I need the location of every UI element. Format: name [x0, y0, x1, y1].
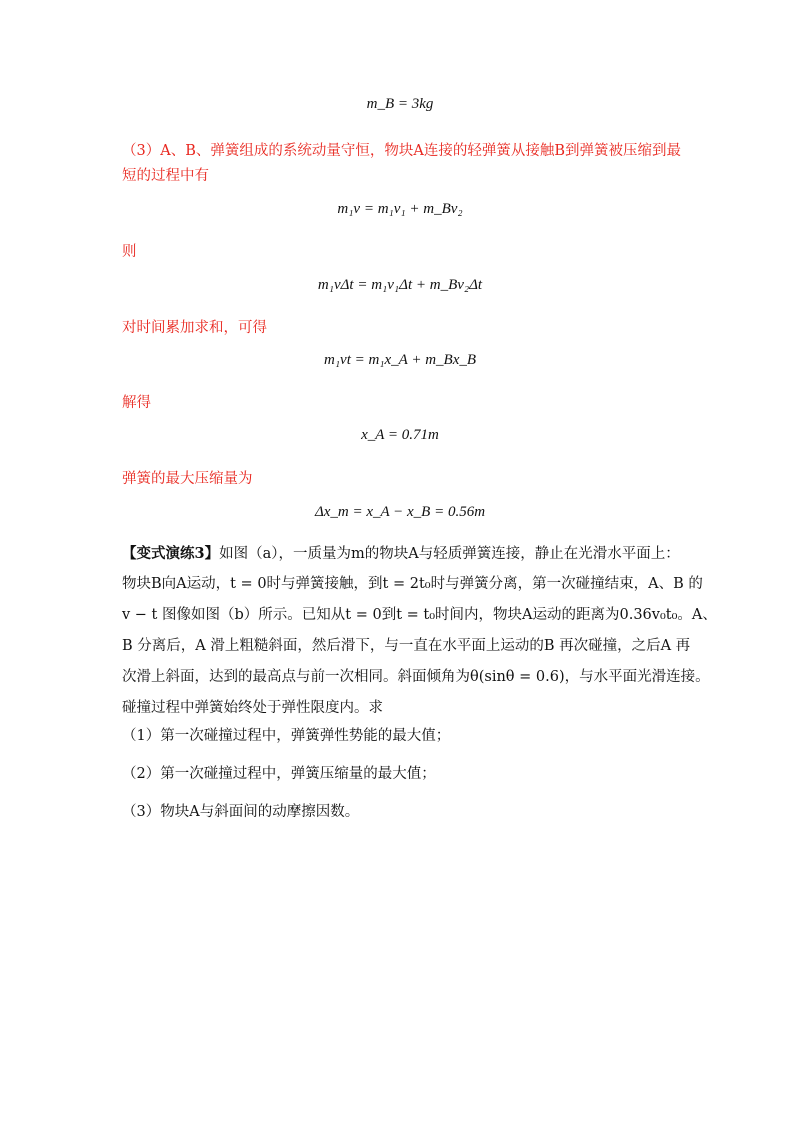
- equation-delta-x: Δx_m = x_A − x_B = 0.56m: [314, 504, 486, 520]
- question-1: （1）第一次碰撞过程中，弹簧弹性势能的最大值；: [122, 728, 451, 744]
- word-then: 则: [122, 244, 137, 260]
- part3-line-1: （3）A、B、弹簧组成的系统动量守恒，物块A连接的轻弹簧从接触B到弹簧被压缩到最: [122, 143, 681, 159]
- exercise-line-4: B 分离后，A 滑上粗糙斜面，然后滑下，与一直在水平面上运动的B 再次碰撞，之后A 再: [122, 638, 691, 654]
- exercise-line-3: v − t 图像如图（b）所示。已知从t = 0到t = t₀时间内，物块A运动的距离为0.36v₀t₀。A、: [122, 607, 717, 623]
- equation-momentum: m₁v = m₁v₁ + m_Bv₂: [337, 201, 463, 217]
- exercise-line-5: 次滑上斜面，达到的最高点与前一次相同。斜面倾角为θ(sinθ = 0.6)，与水平面光滑连接。: [122, 669, 710, 685]
- text-sum-over-time: 对时间累加求和，可得: [122, 320, 267, 336]
- question-3: （3）物块A与斜面间的动摩擦因数。: [122, 804, 360, 820]
- exercise-title: 【变式演练3】: [122, 545, 220, 562]
- part3-line-2: 短的过程中有: [122, 168, 209, 184]
- exercise-line-1: [122, 538, 682, 569]
- exercise-line-2: 物块B向A运动，t = 0时与弹簧接触，到t = 2t₀时与弹簧分离，第一次碰撞结束，A、B 的: [122, 576, 703, 592]
- exercise-line-6: 碰撞过程中弹簧始终处于弹性限度内。求: [122, 700, 383, 716]
- equation-mass-b: m_B = 3kg: [366, 96, 434, 112]
- exercise-text-1: 如图（a），一质量为m的物块A与轻质弹簧连接，静止在光滑水平面上：: [219, 546, 680, 562]
- equation-xa: x_A = 0.71m: [361, 427, 439, 443]
- equation-displacement: m₁vt = m₁x_A + m_Bx_B: [323, 352, 477, 368]
- exercise-block: [122, 538, 717, 724]
- text-max-compression: 弹簧的最大压缩量为: [122, 471, 253, 487]
- word-solve: 解得: [122, 395, 151, 411]
- question-2: （2）第一次碰撞过程中，弹簧压缩量的最大值；: [122, 766, 436, 782]
- equation-impulse: m₁vΔt = m₁v₁Δt + m_Bv₂Δt: [317, 277, 483, 293]
